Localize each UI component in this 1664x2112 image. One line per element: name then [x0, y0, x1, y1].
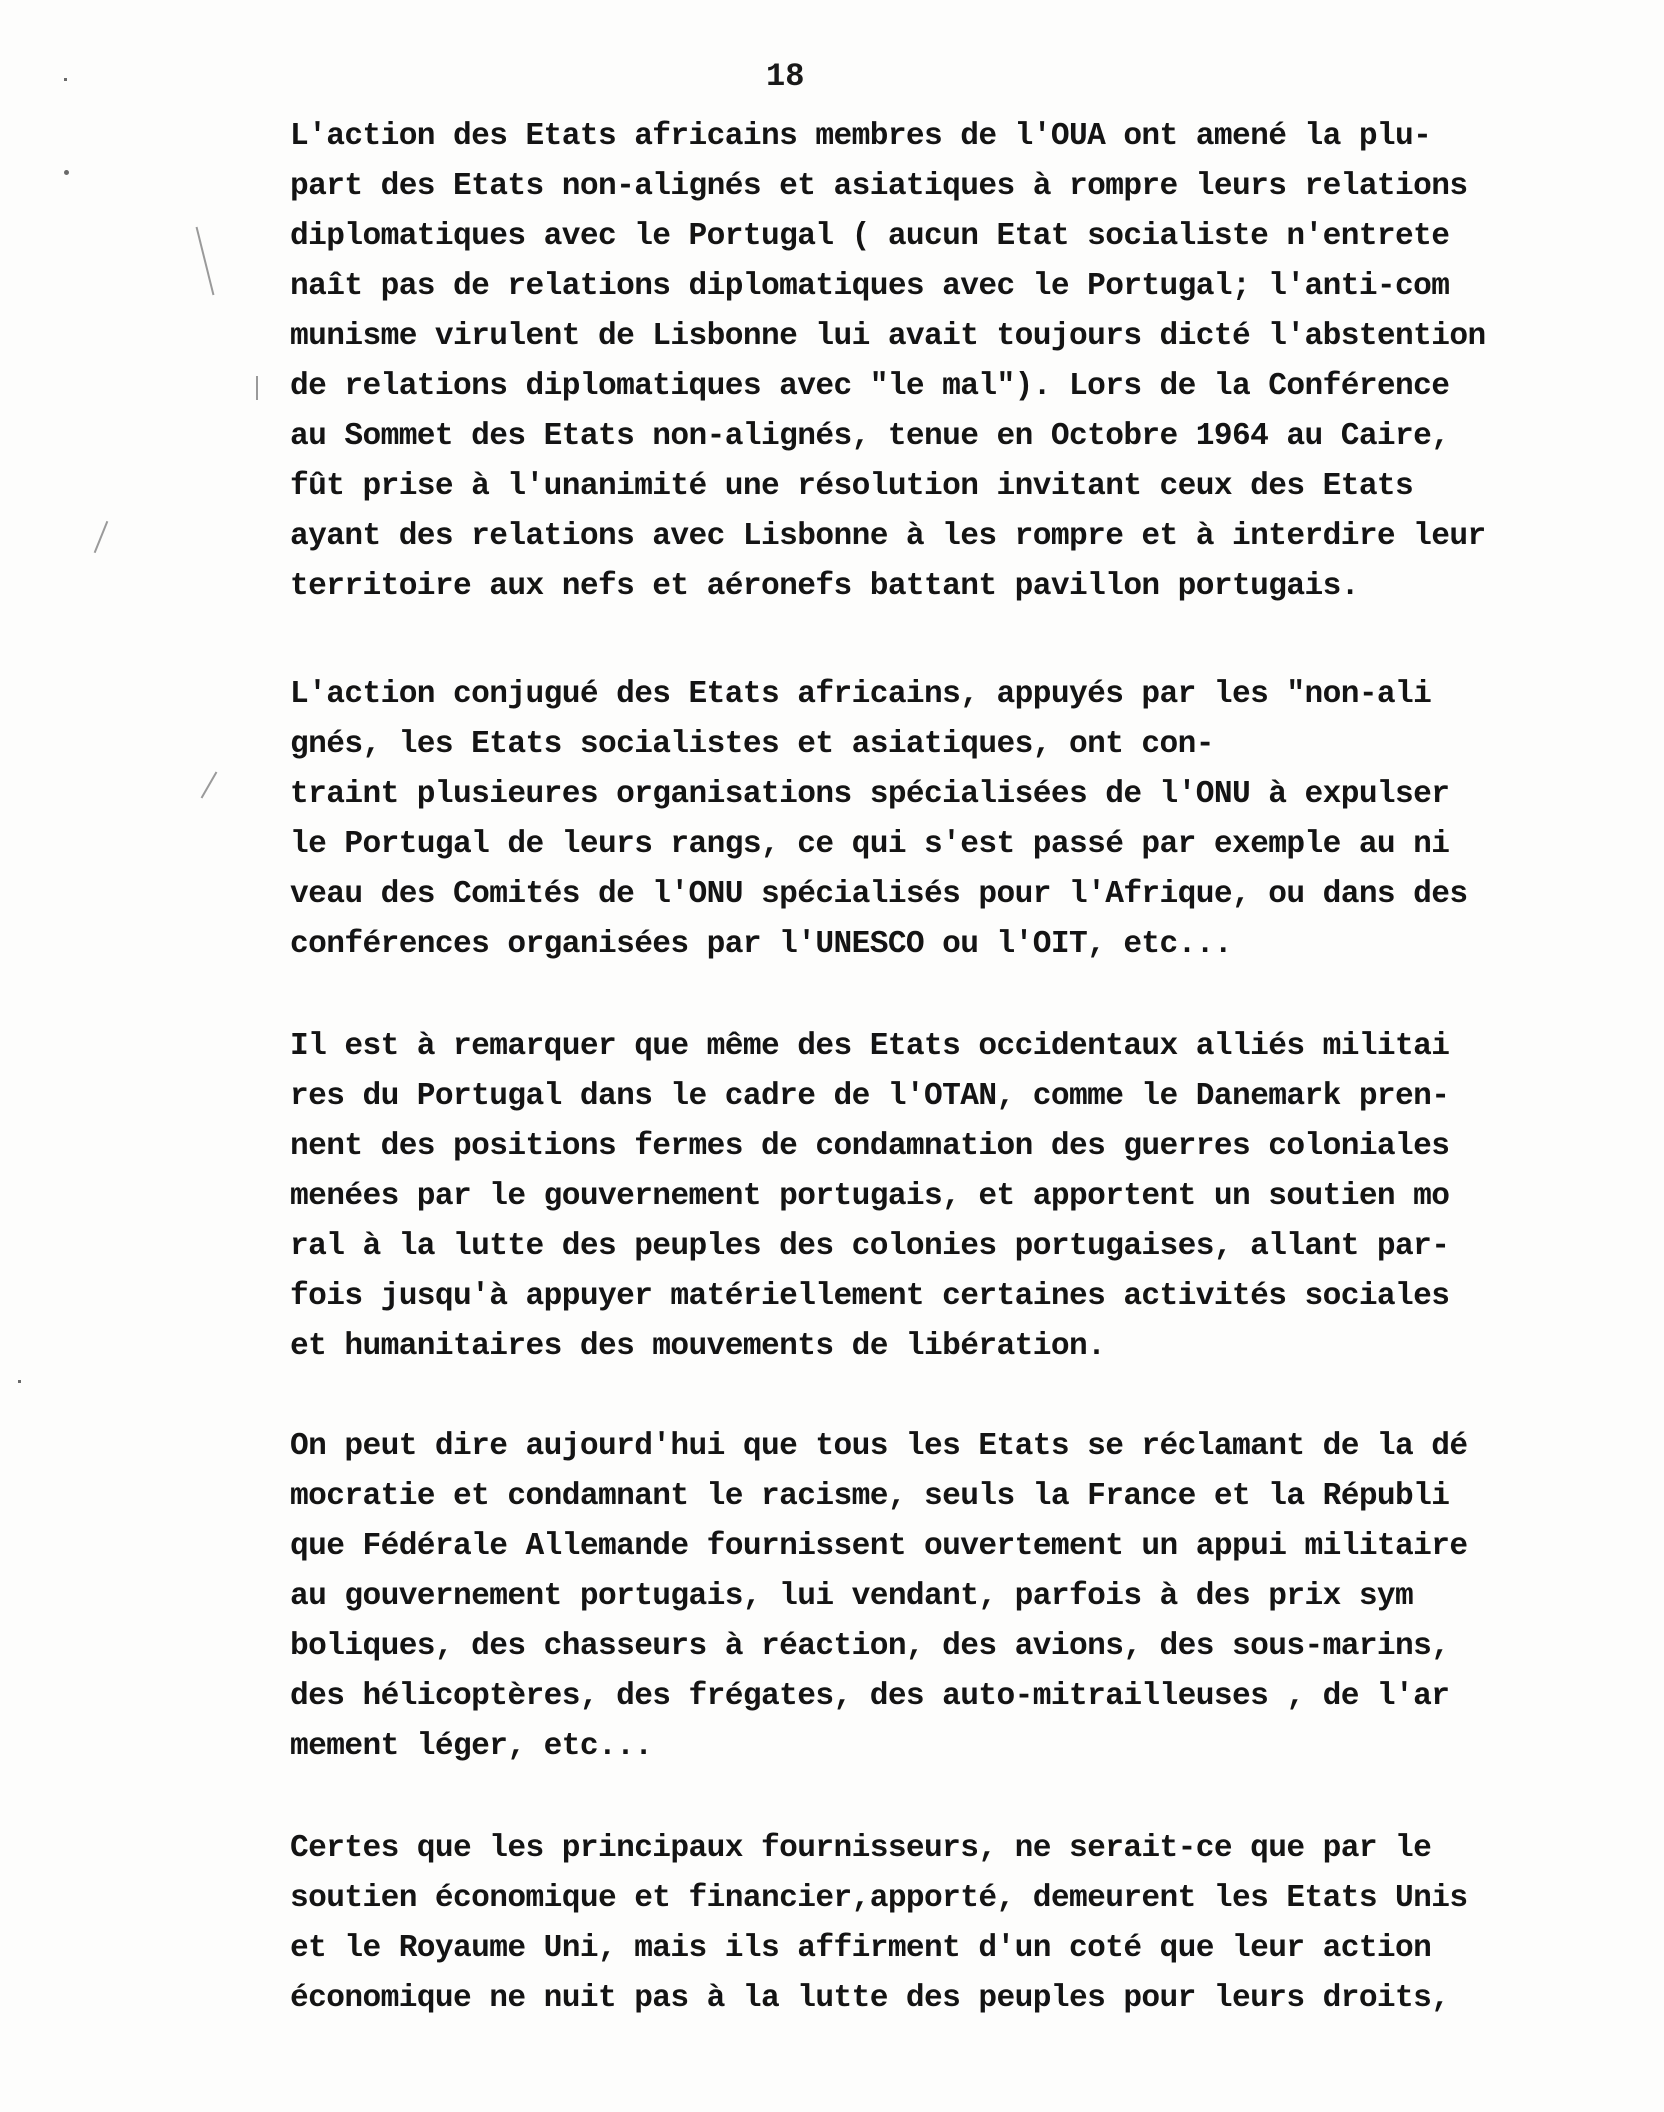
margin-scratch — [201, 772, 218, 799]
paragraph-western-states — [290, 1022, 1640, 1372]
text-line: Certes que les principaux fournisseurs, ne serait-ce que par le — [290, 1831, 1432, 1866]
scan-speck — [64, 78, 67, 81]
text-line: et le Royaume Uni, mais ils affirment d'un coté que leur action — [290, 1931, 1432, 1966]
text-line: part des Etats non-alignés et asiatiques à rompre leurs relations — [290, 169, 1468, 204]
margin-scratch — [94, 521, 109, 553]
text-line: traint plusieures organisations spécialisées de l'ONU à expulser — [290, 777, 1450, 812]
text-line: Il est à remarquer que même des Etats occidentaux alliés militai — [290, 1029, 1450, 1064]
text-line: res du Portugal dans le cadre de l'OTAN, comme le Danemark pren- — [290, 1079, 1450, 1114]
text-line: le Portugal de leurs rangs, ce qui s'est passé par exemple au ni — [290, 827, 1450, 862]
text-line: et humanitaires des mouvements de libération. — [290, 1329, 1106, 1364]
text-line: territoire aux nefs et aéronefs battant pavillon portugais. — [290, 569, 1359, 604]
text-line: fût prise à l'unanimité une résolution invitant ceux des Etats — [290, 469, 1414, 504]
text-line: naît pas de relations diplomatiques avec le Portugal; l'anti-com — [290, 269, 1450, 304]
text-line: gnés, les Etats socialistes et asiatiques, ont con- — [290, 727, 1214, 762]
text-line: de relations diplomatiques avec "le mal"). Lors de la Conférence — [290, 369, 1450, 404]
text-line: veau des Comités de l'ONU spécialisés pour l'Afrique, ou dans des — [290, 877, 1468, 912]
text-line: On peut dire aujourd'hui que tous les Etats se réclamant de la dé — [290, 1429, 1468, 1464]
scan-speck — [18, 1380, 21, 1383]
text-line: nent des positions fermes de condamnation des guerres coloniales — [290, 1129, 1450, 1164]
text-line: mement léger, etc... — [290, 1729, 653, 1764]
text-line: que Fédérale Allemande fournissent ouvertement un appui militaire — [290, 1529, 1468, 1564]
margin-scratch — [196, 227, 215, 295]
margin-scratch — [256, 376, 258, 400]
text-line: conférences organisées par l'UNESCO ou l'OIT, etc... — [290, 927, 1233, 962]
paragraph-oua-action — [290, 112, 1640, 612]
scan-speck — [64, 170, 69, 175]
text-line: ayant des relations avec Lisbonne à les rompre et à interdire leur — [290, 519, 1486, 554]
paragraph-combined-action — [290, 670, 1640, 970]
text-line: L'action conjugué des Etats africains, appuyés par les "non-ali — [290, 677, 1432, 712]
text-line: menées par le gouvernement portugais, et apportent un soutien mo — [290, 1179, 1450, 1214]
text-line: mocratie et condamnant le racisme, seuls la France et la Républi — [290, 1479, 1450, 1514]
text-line: boliques, des chasseurs à réaction, des avions, des sous-marins, — [290, 1629, 1450, 1664]
text-line: économique ne nuit pas à la lutte des peuples pour leurs droits, — [290, 1981, 1450, 2016]
page-number: 18 — [766, 58, 805, 95]
text-line: diplomatiques avec le Portugal ( aucun Etat socialiste n'entrete — [290, 219, 1450, 254]
text-line: munisme virulent de Lisbonne lui avait toujours dicté l'abstention — [290, 319, 1486, 354]
paragraph-main-suppliers — [290, 1824, 1640, 2024]
text-line: des hélicoptères, des frégates, des auto-mitrailleuses , de l'ar — [290, 1679, 1450, 1714]
text-line: L'action des Etats africains membres de l'OUA ont amené la plu- — [290, 119, 1432, 154]
text-line: au gouvernement portugais, lui vendant, parfois à des prix sym — [290, 1579, 1414, 1614]
text-line: fois jusqu'à appuyer matériellement certaines activités sociales — [290, 1279, 1450, 1314]
text-line: soutien économique et financier,apporté, demeurent les Etats Unis — [290, 1881, 1468, 1916]
paragraph-military-support — [290, 1422, 1640, 1772]
text-line: au Sommet des Etats non-alignés, tenue en Octobre 1964 au Caire, — [290, 419, 1450, 454]
text-line: ral à la lutte des peuples des colonies portugaises, allant par- — [290, 1229, 1450, 1264]
